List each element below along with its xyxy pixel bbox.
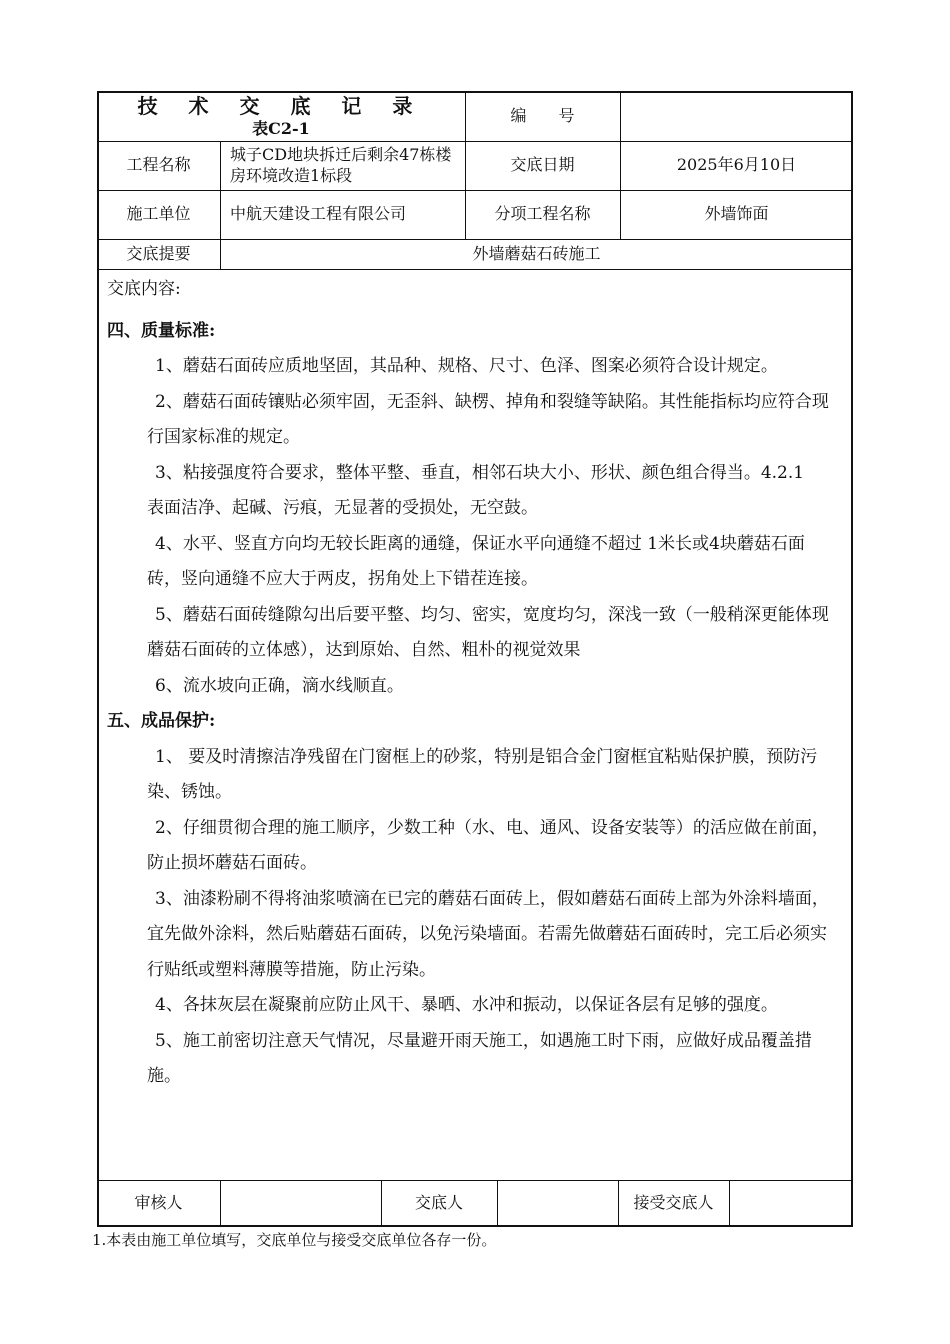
list-item: 1、 要及时清擦洁净残留在门窗框上的砂浆，特别是铝合金门窗框宜粘贴保护膜，预防污染、锈蚀。 [147,746,818,802]
disclosure-content [107,272,837,1095]
discloser-field[interactable] [497,1180,618,1227]
project-name-value: 城子CD地块拆迁后剩余47栋楼房环境改造1标段 [230,144,452,185]
subitem-value: 外墙饰面 [704,204,769,224]
subitem-label: 分项工程名称 [494,204,591,224]
list-item: 5、蘑菇石面砖缝隙勾出后要平整、均匀、密实，宽度均匀，深浅一致（一般稍深更能体现蘑菇石面砖的立体感），达到原始、自然、粗朴的视觉效果 [147,604,829,660]
footnote: 1.本表由施工单位填写，交底单位与接受交底单位各存一份。 [92,1231,497,1249]
form-title: 技 术 交 底 记 录 [137,93,425,118]
number-label: 编 号 [510,105,575,125]
reviewer-field[interactable] [220,1180,381,1227]
form-header [97,91,465,141]
summary-label: 交底提要 [126,243,191,263]
date-value: 2025年6月10日 [676,155,797,175]
list-item: 4、各抹灰层在凝聚前应防止风干、暴晒、水冲和振动，以保证各层有足够的强度。 [155,995,778,1015]
content-label: 交底内容: [107,279,181,299]
list-item: 1、蘑菇石面砖应质地坚固，其品种、规格、尺寸、色泽、图案必须符合设计规定。 [155,356,778,376]
reviewer-label: 审核人 [134,1193,183,1213]
section-5-title: 五、成品保护: [107,711,216,731]
receiver-field[interactable] [729,1180,853,1227]
number-field[interactable] [620,91,853,141]
list-item: 4、水平、竖直方向均无较长距离的通缝，保证水平向通缝不超过 1米长或4块蘑菇石面砖，竖向通缝不应大于两皮，拐角处上下错茬连接。 [147,533,805,589]
section-4-list [107,349,837,704]
date-label: 交底日期 [510,155,575,175]
receiver-label: 接受交底人 [633,1193,714,1213]
list-item: 3、油漆粉刷不得将油浆喷滴在已完的蘑菇石面砖上，假如蘑菇石面砖上部为外涂料墙面，宜先做外涂料，然后贴蘑菇石面砖，以免污染墙面。若需先做蘑菇石面砖时，完工后必须实行贴纸或塑料薄膜等措施，防止污染。 [147,888,829,980]
contractor-label: 施工单位 [126,204,191,224]
list-item: 3、粘接强度符合要求，整体平整、垂直，相邻石块大小、形状、颜色组合得当。4.2.1 表面洁净、起碱、污痕，无显著的受损处，无空鼓。 [147,462,827,518]
project-name-label: 工程名称 [126,155,191,175]
contractor-value: 中航天建设工程有限公司 [230,204,407,224]
list-item: 2、蘑菇石面砖镶贴必须牢固，无歪斜、缺楞、掉角和裂缝等缺陷。其性能指标均应符合现行国家标准的规定。 [147,391,829,447]
list-item: 6、流水坡向正确，滴水线顺直。 [155,675,404,696]
summary-value: 外墙蘑菇石砖施工 [472,243,601,263]
list-item: 2、仔细贯彻合理的施工顺序，少数工种（水、电、通风、设备安装等）的活应做在前面，防止损坏蘑菇石面砖。 [147,817,829,873]
discloser-label: 交底人 [414,1193,463,1213]
section-4-title: 四、质量标准: [107,320,216,341]
list-item: 5、施工前密切注意天气情况，尽量避开雨天施工，如遇施工时下雨，应做好成品覆盖措施。 [147,1030,812,1086]
form-number: 表C2-1 [252,118,310,138]
section-5-list [107,740,837,1095]
